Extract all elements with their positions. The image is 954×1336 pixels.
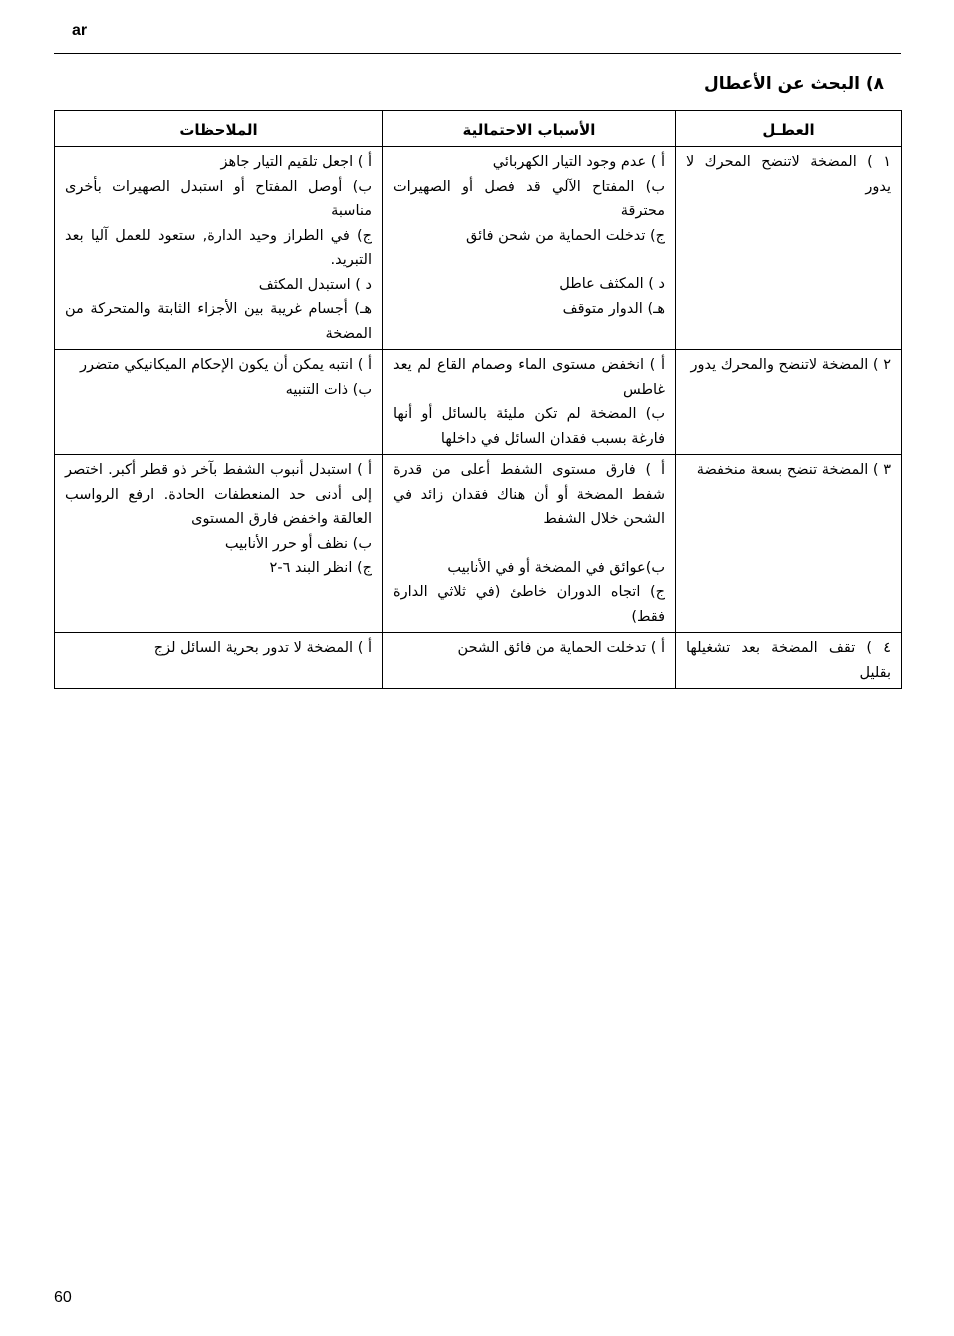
language-code: ar (72, 22, 88, 39)
notes-item: ب) ذات التنبيه (285, 381, 372, 398)
table-row (55, 455, 902, 633)
notes-item: ب) أوصل المفتاح أو استبدل الصهيرات بأخرى مناسبة (65, 178, 372, 219)
fault-item: ٣ ) المضخة تنضح بسعة منخفضة (696, 462, 891, 478)
page-number: 60 (54, 1289, 72, 1306)
header-causes: الأسباب الاحتمالية (383, 111, 676, 147)
table-row (55, 350, 902, 455)
blank-line (393, 532, 665, 556)
table-row (55, 633, 902, 689)
troubleshooting-table (54, 110, 902, 689)
cell-notes (55, 350, 383, 455)
notes-item: هـ) أجسام غريبة بين الأجزاء الثابتة والمتحركة من المضخة (65, 301, 372, 342)
fault-item: ٢ ) المضخة لاتنضح والمحرك يدور (690, 357, 891, 373)
cell-notes (55, 633, 383, 689)
table-row (55, 147, 902, 350)
cell-causes (383, 350, 676, 455)
cell-fault (676, 350, 902, 455)
causes-item: ج) تدخلت الحماية من شحن فائق (466, 227, 665, 244)
fault-item: ١ ) المضخة لاتنضح المحرك لا يدور (686, 154, 891, 195)
notes-item: أ ) استبدل أنبوب الشفط بآخر ذو قطر أكبر. اختصر إلى أدنى حد المنعطفات الحادة. ارفع الرواسب العالقة واخفض فارق المستوى (65, 462, 372, 527)
cell-notes (55, 147, 383, 350)
causes-item: ب) المفتاح الآلي قد فصل أو الصهيرات محترقة (393, 178, 665, 219)
cell-causes (383, 147, 676, 350)
causes-item: أ ) تدخلت الحماية من فائق الشحن (457, 640, 665, 656)
causes-item: ب)عوائق في المضخة أو في الأنابيب (447, 559, 665, 576)
causes-item: د ) المكثف عاطل (559, 276, 665, 292)
causes-item: أ ) فارق مستوى الشفط أعلى من قدرة شفط المضخة أو أن هناك فقدان زائد في الشحن خلال الشفط (393, 462, 665, 527)
notes-item: أ ) اجعل تلقيم التيار جاهز (220, 154, 372, 170)
notes-item: أ ) المضخة لا تدور بحرية السائل لزج (153, 640, 372, 656)
cell-causes (383, 633, 676, 689)
cell-fault (676, 455, 902, 633)
causes-item: أ ) عدم وجود التيار الكهربائي (492, 154, 665, 170)
blank-line (393, 248, 665, 272)
causes-item: هـ) الدوار متوقف (562, 300, 665, 317)
notes-item: د ) استبدل المكثف (258, 276, 372, 293)
notes-item: ب) نظف أو حرر الأنابيب (224, 535, 372, 552)
cell-notes (55, 455, 383, 633)
cell-causes (383, 455, 676, 633)
cell-fault (676, 147, 902, 350)
causes-item: ج) اتجاه الدوران خاطئ (في ثلاثي الدارة فقط) (393, 584, 665, 625)
notes-item: ج) انظر البند ٦-٢ (269, 560, 372, 576)
notes-item: أ ) انتبه يمكن أن يكون الإحكام الميكانيكي متضرر (80, 357, 372, 373)
notes-item: ج) في الطراز وحيد الدارة, ستعود للعمل آليا بعد التبريد. (65, 227, 372, 268)
table-header-row (55, 111, 902, 147)
fault-item: ٤ ) تقف المضخة بعد تشغيلها بقليل (686, 640, 891, 681)
causes-item: أ ) انخفض مستوى الماء وصمام القاع لم يعد غاطس (393, 357, 665, 398)
header-fault: العطـل (676, 111, 902, 147)
causes-item: ب) المضخة لم تكن مليئة بالسائل أو أنها فارغة بسبب فقدان السائل في داخلها (393, 406, 665, 447)
header-divider (54, 53, 901, 54)
cell-fault (676, 633, 902, 689)
section-title: ٨) البحث عن الأعطال (703, 74, 884, 94)
header-notes: الملاحظات (55, 111, 383, 147)
